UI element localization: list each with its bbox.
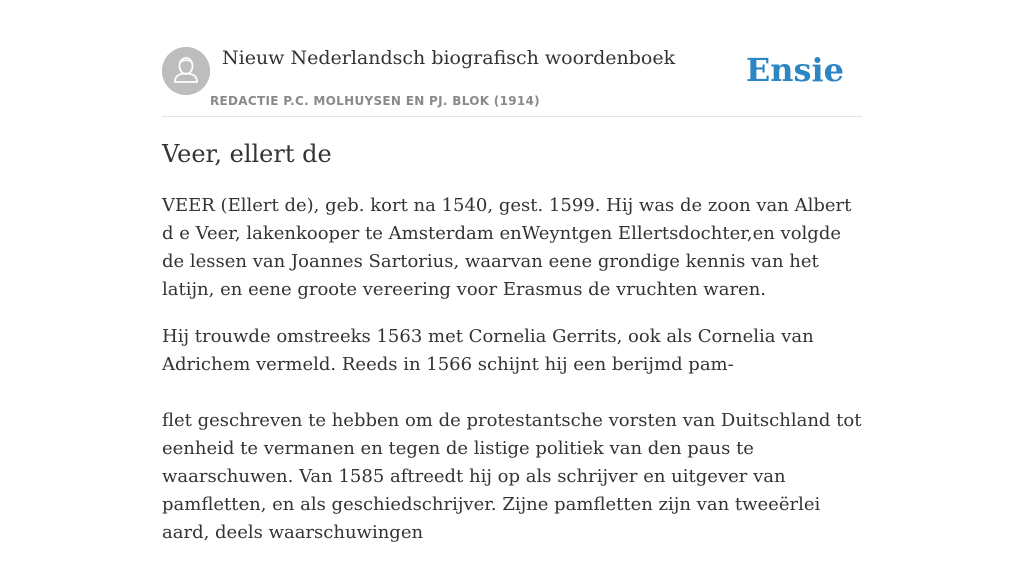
entry-paragraph-2: Hij trouwde omstreeks 1563 met Cornelia Gerrits, ook als Cornelia van Adrichem vermeld. Reeds in 1566 schijnt hij een berijmd pam- <box>162 326 814 375</box>
entry-paragraph-3: flet geschreven te hebben om de protestantsche vorsten van Duitschland tot eenheid te vermanen en tegen de listige politiek van den paus te waarschuwen. Van 1585 aftreedt hij op als schrijver en uitgever van pamfletten, en als geschiedschrijver. Zijne pamfletten zijn van tweeërlei aard, deels waarschuwingen <box>162 410 862 543</box>
book-editors: REDACTIE P.C. MOLHUYSEN EN PJ. BLOK (1914) <box>210 94 540 108</box>
user-avatar-icon[interactable] <box>162 47 210 95</box>
entry-title: Veer, ellert de <box>162 140 332 168</box>
entry-paragraph-1: VEER (Ellert de), geb. kort na 1540, gest. 1599. Hij was de zoon van Albert d e Veer, lakenkooper te Amsterdam enWeyntgen Ellertsdochter,en volgde de lessen van Joannes Sartorius, waarvan eene grondige kennis van het latijn, en eene groote vereering voor Erasmus de vruchten waren. <box>162 195 852 300</box>
entry-body <box>162 192 862 566</box>
ensie-logo[interactable]: Ensie <box>745 51 844 89</box>
source-header <box>162 40 862 117</box>
book-title[interactable]: Nieuw Nederlandsch biografisch woordenboek <box>222 47 676 69</box>
